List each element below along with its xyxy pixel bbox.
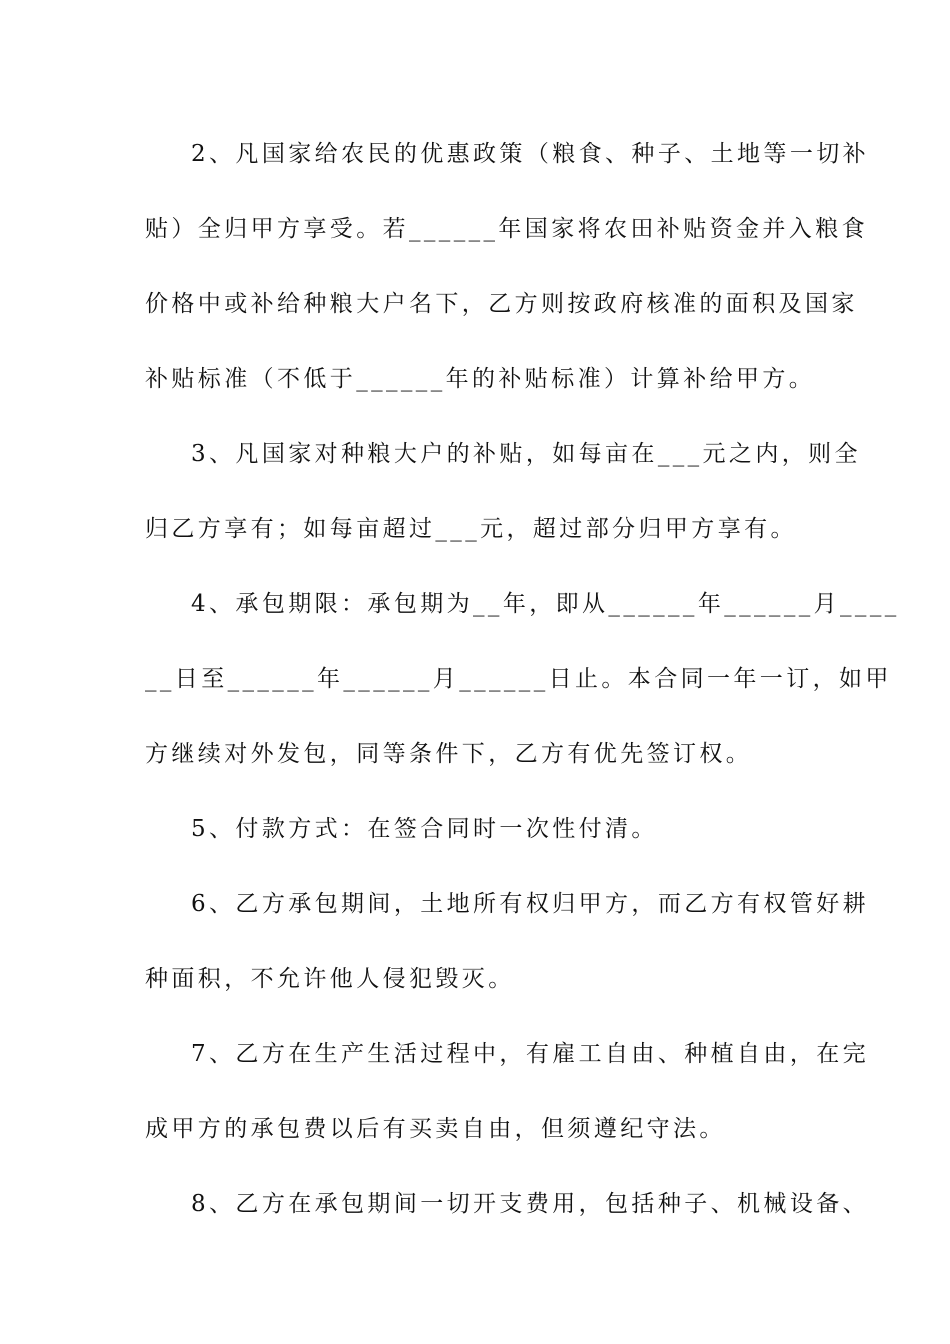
- text-line: 成甲方的承包费以后有买卖自由，但须遵纪守法。: [145, 1116, 726, 1142]
- text-line: 2、凡国家给农民的优惠政策（粮食、种子、土地等一切补: [191, 141, 870, 167]
- text-line: 价格中或补给种粮大户名下，乙方则按政府核准的面积及国家: [145, 291, 858, 317]
- text-line: 7、乙方在生产生活过程中，有雇工自由、种植自由，在完: [191, 1041, 870, 1067]
- text-line: 种面积，不允许他人侵犯毁灭。: [145, 966, 515, 992]
- text-line: 3、凡国家对种粮大户的补贴，如每亩在___元之内，则全: [191, 441, 861, 467]
- text-line: 补贴标准（不低于______年的补贴标准）计算补给甲方。: [145, 366, 816, 392]
- text-line: 归乙方享有；如每亩超过___元，超过部分归甲方享有。: [145, 516, 797, 542]
- text-line: 8、乙方在承包期间一切开支费用，包括种子、机械设备、: [191, 1191, 870, 1217]
- contract-body: [145, 126, 900, 1251]
- text-line: 贴）全归甲方享受。若______年国家将农田补贴资金并入粮食: [145, 216, 868, 242]
- text-line: 4、承包期限：承包期为__年，即从______年______月____: [191, 591, 900, 617]
- text-line: 5、付款方式：在签合同时一次性付清。: [191, 816, 658, 842]
- text-line: 方继续对外发包，同等条件下，乙方有优先签订权。: [145, 741, 753, 767]
- text-line: 6、乙方承包期间，土地所有权归甲方，而乙方有权管好耕: [191, 891, 870, 917]
- text-line: __日至______年______月______日止。本合同一年一订，如甲: [145, 666, 892, 692]
